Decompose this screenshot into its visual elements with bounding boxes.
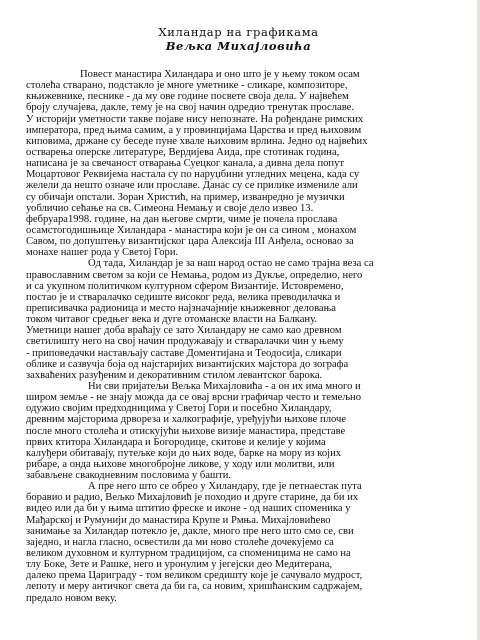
paragraph-line: калуђери обитавају, путељке који до њих воде, барке на мору из којих: [26, 447, 342, 459]
paragraph-line: православним светом за који се Немања, родом из Дукље, определио, него: [26, 269, 363, 281]
paragraph-line: - приповедачки настављају саставе Доментијана и Теодосија, сликари: [26, 347, 342, 359]
paragraph-line: желели да нешто означе или прославе. Данас су се прилике измениле али: [26, 180, 358, 192]
paragraph-line: У историји уметности такве појаве нису непознате. На рођендане римских: [26, 113, 364, 125]
paragraph-line: тлу Боке, Зете и Рашке, него и уронулим у јегејски део Медитерана,: [26, 559, 333, 571]
paragraph-line: одужио својим предходницима у Светој Гори и посебно Хиландару,: [26, 403, 332, 415]
paragraph-line: и са укупном политичком културном сфером Византије. Истовремено,: [26, 280, 344, 292]
article-title: Хиландар на графикама: [158, 25, 319, 39]
paragraph-line: Од тада, Хиландар је за наш народ остао не само трајна веза са: [88, 258, 374, 270]
paragraph-line: после много столећа и отискујући њихове визије манастира, представе: [26, 425, 346, 437]
paragraph-line: постао је и стваралачко седиште високог реда, велика преводилачка и: [26, 291, 341, 303]
paragraph-line: књижевнике, песнике - да му ове године посвете своја дела. У највећем: [26, 91, 349, 103]
paragraph-line: забављене свакодневним пословима у башти.: [26, 470, 232, 482]
paragraph-line: лепоту и меру античког света да би га, са новим, хришћанским садржајем,: [26, 581, 363, 593]
paragraph-line: броју случајева, дакле, тему је на свој начин одредио тренутак прославе.: [26, 102, 355, 114]
paragraph-line: киповима, држане су беседе пуне хвале њиховим врлина. Једно од највећих: [26, 135, 368, 147]
paragraph-line: су обичаји опстали. Зоран Христић, на пример, изванредно је музички: [26, 191, 345, 203]
paragraph-4: [26, 481, 460, 604]
paragraph-line: предало новом веку.: [26, 592, 117, 604]
paragraph-line: преписивачка радионица и место најзначајније књижевног деловања: [26, 302, 336, 314]
paragraph-line: првих ктитора Хиландара и Богородице, скитове и келије у којима: [26, 436, 326, 448]
paragraph-line: рибаре, а онда њихове многобројне ликове, у ходу или молитви, или: [26, 458, 335, 470]
paragraph-line: написана је за свечаност отварања Суецког канала, а дивна дела попут: [26, 158, 345, 170]
paragraph-2: [26, 258, 460, 381]
paragraph-line: императора, пред њима самим, а у провинцијама Царства и пред њиховим: [26, 124, 362, 136]
paragraph-line: облике и сазвучја боја од најстаријих византијских мајстора до зографа: [26, 358, 349, 370]
paragraph-line: осамстогодишњице Хиландара - манастира који је он са сином , монахом: [26, 224, 357, 236]
paragraph-line: боравио и радио, Вељко Михајловић је походио и друге старине, да би их: [26, 492, 359, 504]
paragraph-line: столећа стварано, подстакло је многе уметнике - сликаре, композиторе,: [26, 80, 348, 92]
paragraph-line: фебруара1998. године, на дан његове смрти, чиме је почела прослава: [26, 213, 338, 225]
article-body: [26, 69, 460, 604]
paragraph-line: далеко према Цариграду - том великом средишту које је сачувало мудрост,: [26, 570, 363, 582]
paragraph-line: уобличио сећање на св. Симеона Немању и своје дело извео 13.: [26, 202, 314, 214]
paragraph-line: видео или да би у њима штитио фреске и иконе - од наших споменика у: [26, 503, 351, 515]
paragraph-1: [26, 69, 460, 258]
paragraph-3: [26, 381, 460, 481]
paragraph-line: монахе нашег рода у Светој Гори.: [26, 247, 179, 259]
paragraph-line: Савом, по допуштењу византијског цара Алексија III Анђела, основао за: [26, 236, 354, 248]
paragraph-line: древним мајсторима дрвореза и халкографије, уређујући њихове плоче: [26, 414, 347, 426]
paragraph-line: захваћених разуђеним и декоративним стилом левантског барока.: [26, 369, 323, 381]
paragraph-line: широм земље - не знају можда да се овај врсни графичар често и темељно: [26, 392, 362, 404]
paragraph-line: Уметници нашег доба враћају се зато Хиландару не само као древном: [26, 325, 342, 337]
paragraph-line: А пре него што се обрео у Хиландару, где је петнаестак пута: [88, 481, 362, 493]
paragraph-line: светилишту него на свој начин продужавају и стваралачки чин у њему: [26, 336, 344, 348]
paragraph-line: Повест манастира Хиландара и оно што је у њему током осам: [80, 69, 360, 80]
paragraph-line: остварења оперске литературе, Вердијева Аида, пре стотинак година,: [26, 146, 340, 158]
paragraph-line: Ни сви пријатељи Вељка Михајловића - а он их има много и: [88, 380, 361, 392]
paragraph-line: Мађарској и Румунији до манастира Крупе и Рмња. Михајловићево: [26, 514, 331, 526]
article-subtitle-author: Вељка Михајловића: [165, 39, 312, 53]
paragraph-line: занимање за Хиландар потекло је, дакле, много пре него што смо се, сви: [26, 525, 354, 537]
paragraph-line: током читавог средњег века и дуге отоманске власти на Балкану.: [26, 314, 317, 326]
paragraph-line: заједно, и нагла гласно, освестили да ми ново столеће дочекујемо са: [26, 536, 334, 548]
paragraph-line: великом духовном и културном традицијом, са споменицима не само на: [26, 548, 351, 560]
paragraph-line: Моцартовог Реквијема настала су по наруџбини угледних меценa, када су: [26, 169, 360, 181]
